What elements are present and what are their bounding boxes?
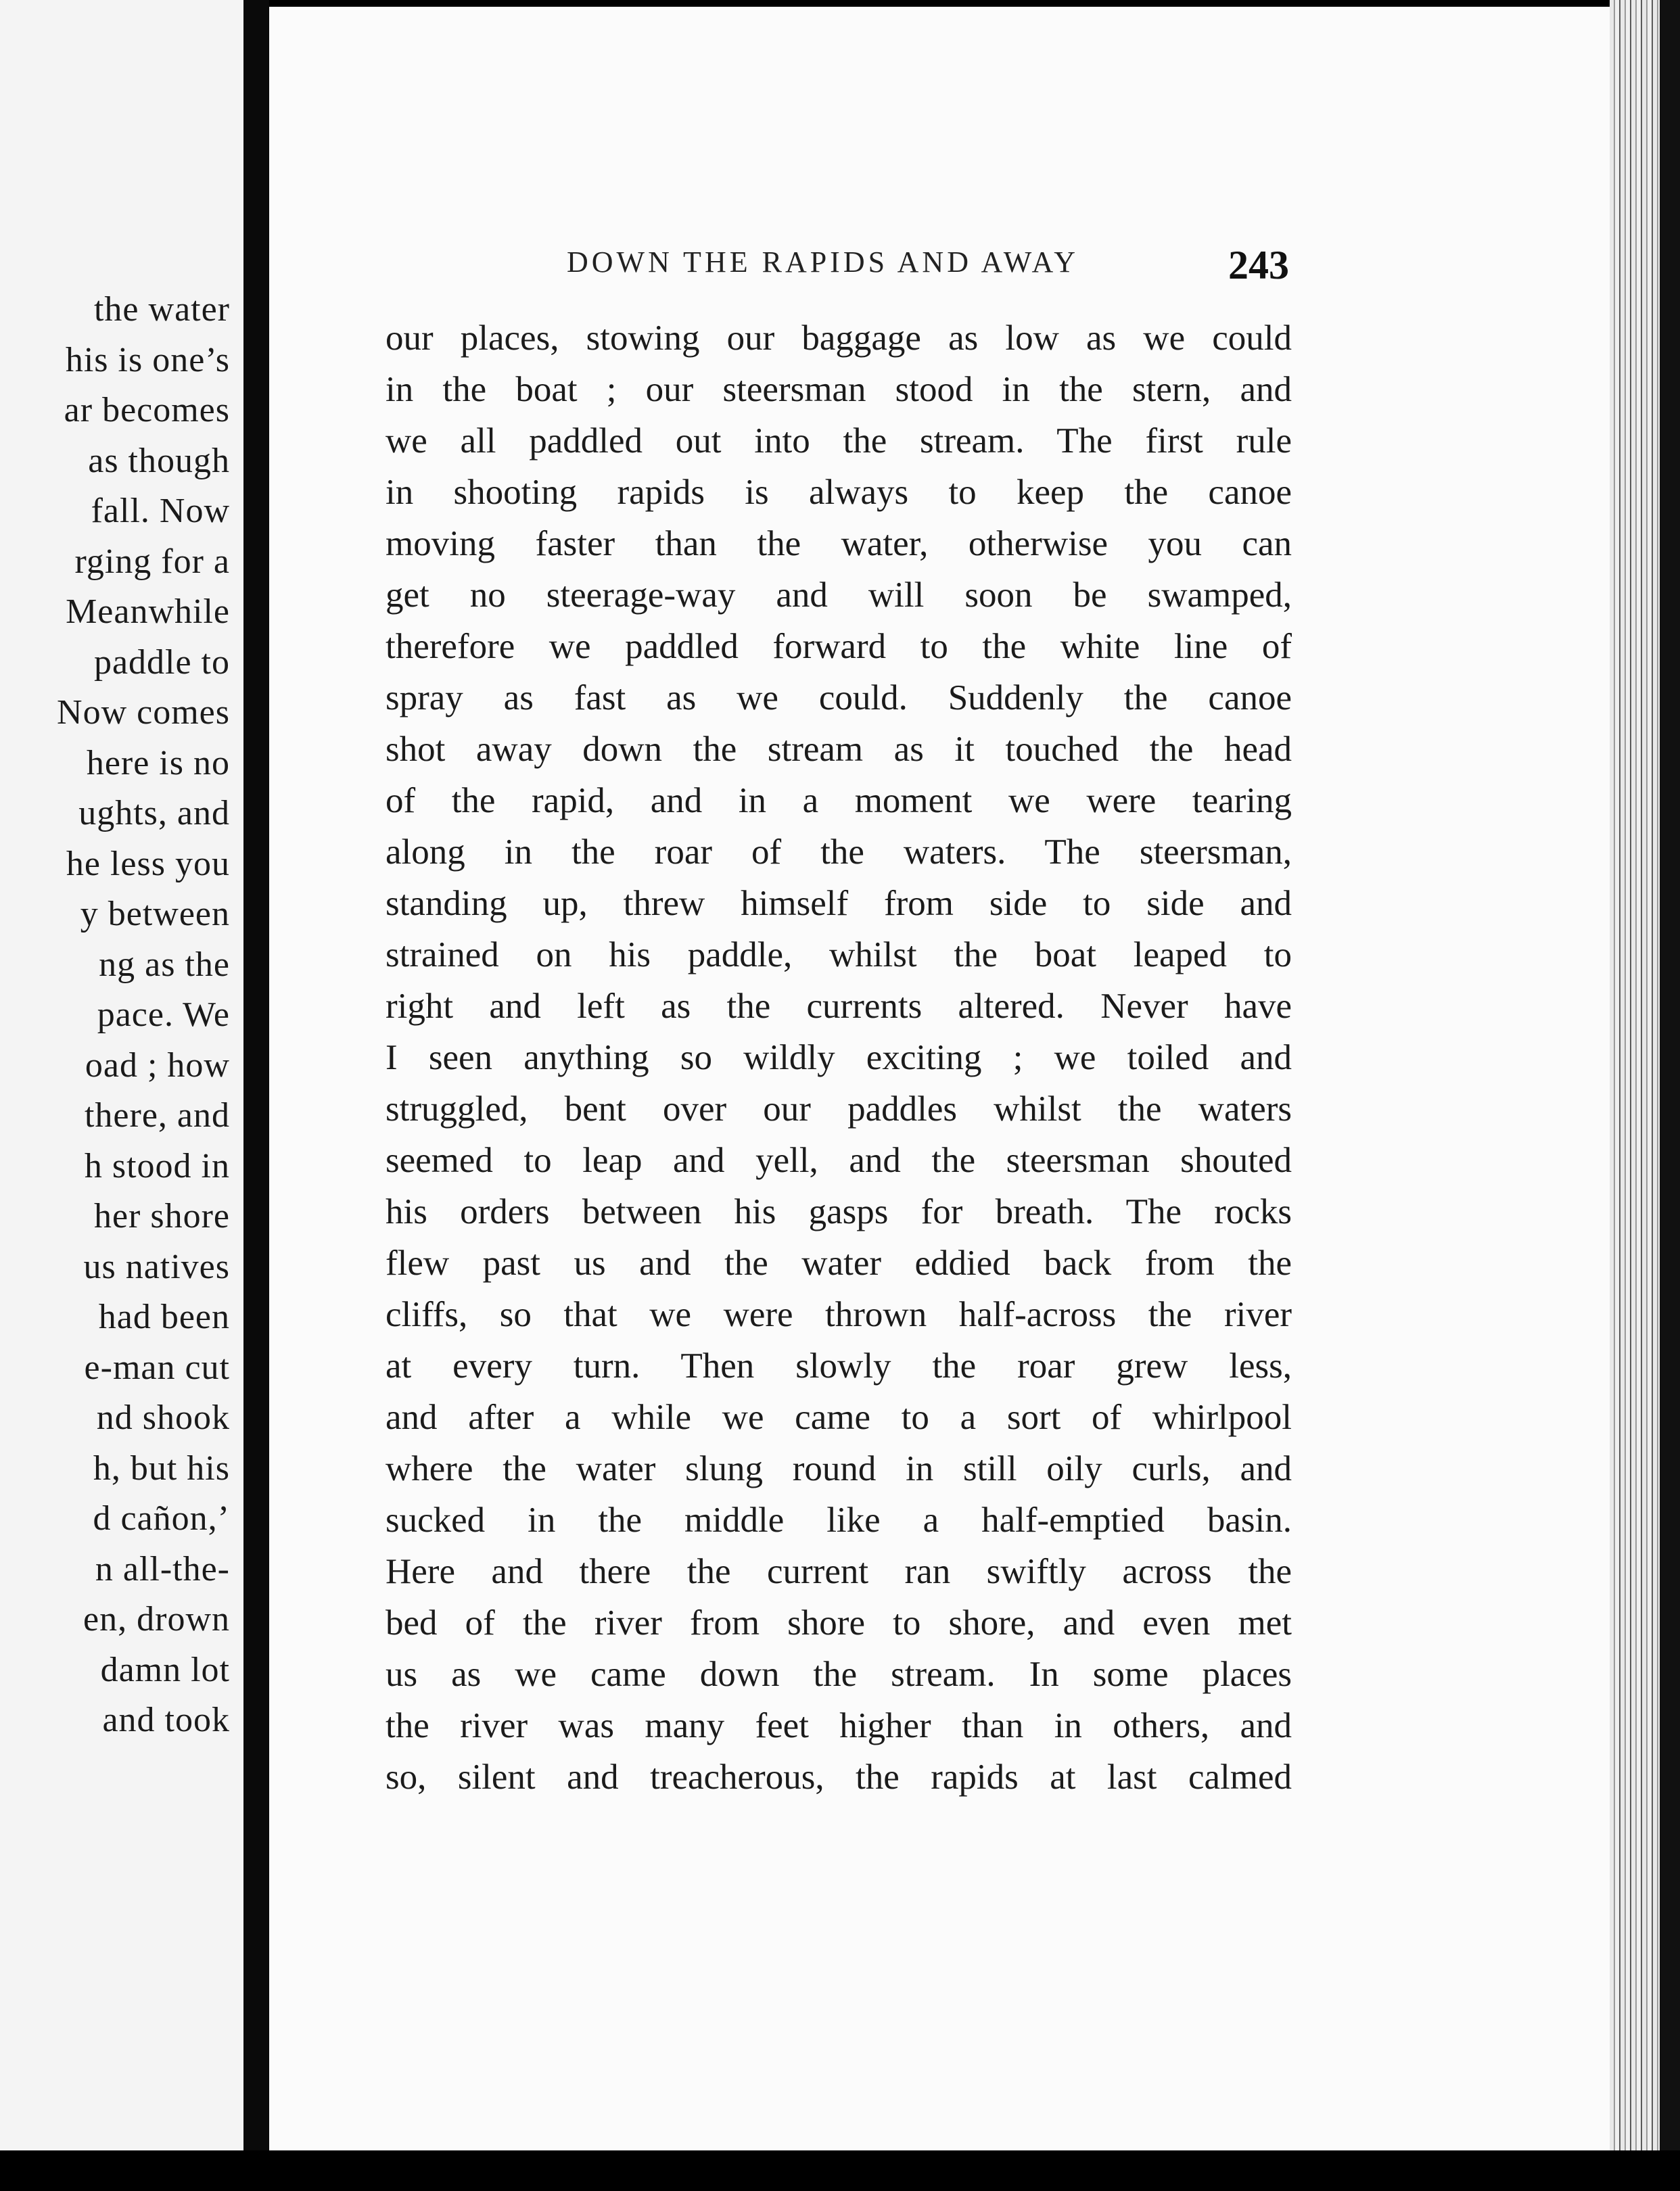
- text-line: his orders between his gasps for breath. The rocks: [386, 1192, 1292, 1231]
- text-line: moving faster than the water, otherwise you can: [386, 524, 1292, 563]
- text-line: us as we came down the stream. In some places: [386, 1655, 1292, 1694]
- running-head: DOWN THE RAPIDS AND AWAY: [567, 245, 1079, 279]
- facing-text-line: there, and: [84, 1096, 230, 1135]
- facing-text-line: en, drown: [83, 1600, 230, 1639]
- text-line: shot away down the stream as it touched the head: [386, 730, 1292, 769]
- scan-border: [0, 2150, 1680, 2191]
- text-line: strained on his paddle, whilst the boat leaped to: [386, 935, 1292, 974]
- facing-text-line: the water: [93, 290, 230, 329]
- facing-text-line: ar becomes: [64, 391, 230, 429]
- text-line: cliffs, so that we were thrown half-across the river: [386, 1295, 1292, 1334]
- facing-text-line: here is no: [86, 743, 230, 782]
- page-number: 243: [1228, 243, 1289, 287]
- facing-text-line: his is one’s: [65, 340, 230, 379]
- text-line: and after a while we came to a sort of whirlpool: [386, 1398, 1292, 1437]
- facing-page: [0, 0, 243, 2150]
- facing-text-line: and took: [102, 1701, 230, 1739]
- facing-text-line: ng as the: [99, 945, 230, 984]
- facing-text-line: us natives: [83, 1247, 230, 1286]
- body-text: [386, 312, 1292, 1803]
- text-line: seemed to leap and yell, and the steersman shouted: [386, 1141, 1292, 1180]
- text-line: the river was many feet higher than in others, and: [386, 1706, 1292, 1745]
- facing-text-line: n all-the-: [95, 1549, 230, 1588]
- text-line: struggled, bent over our paddles whilst the waters: [386, 1089, 1292, 1129]
- facing-text-line: Meanwhile: [66, 592, 230, 631]
- facing-text-line: rging for a: [74, 542, 230, 581]
- text-line: I seen anything so wildly exciting ; we toiled and: [386, 1038, 1292, 1077]
- text-line: Here and there the current ran swiftly across the: [386, 1552, 1292, 1591]
- text-line: in shooting rapids is always to keep the canoe: [386, 473, 1292, 512]
- facing-text-line: e-man cut: [84, 1348, 230, 1387]
- text-line: where the water slung round in still oily curls, and: [386, 1449, 1292, 1488]
- text-line: our places, stowing our baggage as low as we could: [386, 319, 1292, 358]
- text-line: sucked in the middle like a half-emptied basin.: [386, 1501, 1292, 1540]
- text-line: of the rapid, and in a moment we were tearing: [386, 781, 1292, 820]
- facing-text-line: as though: [88, 441, 230, 480]
- facing-text-line: damn lot: [100, 1650, 230, 1689]
- text-line: at every turn. Then slowly the roar grew less,: [386, 1346, 1292, 1386]
- facing-text-line: pace. We: [97, 995, 230, 1034]
- facing-text-line: ughts, and: [78, 794, 230, 832]
- facing-text-line: y between: [80, 895, 230, 933]
- facing-text-line: h stood in: [84, 1146, 230, 1185]
- facing-text-line: oad ; how: [85, 1045, 230, 1085]
- facing-text-line: her shore: [93, 1197, 230, 1235]
- text-line: spray as fast as we could. Suddenly the canoe: [386, 678, 1292, 717]
- facing-text-line: had been: [98, 1298, 230, 1336]
- text-line: standing up, threw himself from side to side and: [386, 884, 1292, 923]
- text-line: so, silent and treacherous, the rapids at last calmed: [386, 1758, 1292, 1797]
- text-line: get no steerage-way and will soon be swamped,: [386, 575, 1292, 615]
- facing-text-line: d cañon,’: [93, 1499, 230, 1538]
- text-line: therefore we paddled forward to the white line of: [386, 627, 1292, 666]
- facing-text-line: fall. Now: [91, 492, 230, 530]
- text-line: we all paddled out into the stream. The first rule: [386, 421, 1292, 461]
- book-gutter: [243, 0, 269, 2191]
- text-line: bed of the river from shore to shore, and even met: [386, 1603, 1292, 1643]
- text-line: right and left as the currents altered. Never have: [386, 987, 1292, 1026]
- facing-text-line: he less you: [66, 844, 230, 883]
- facing-text-line: h, but his: [93, 1448, 230, 1488]
- facing-text-line: paddle to: [93, 642, 230, 682]
- text-line: along in the roar of the waters. The steersman,: [386, 832, 1292, 872]
- facing-text-line: nd shook: [96, 1398, 230, 1437]
- page-edges: [1610, 0, 1680, 2191]
- text-line: flew past us and the water eddied back from the: [386, 1244, 1292, 1283]
- facing-text-line: Now comes: [57, 693, 230, 732]
- text-line: in the boat ; our steersman stood in the stern, and: [386, 370, 1292, 409]
